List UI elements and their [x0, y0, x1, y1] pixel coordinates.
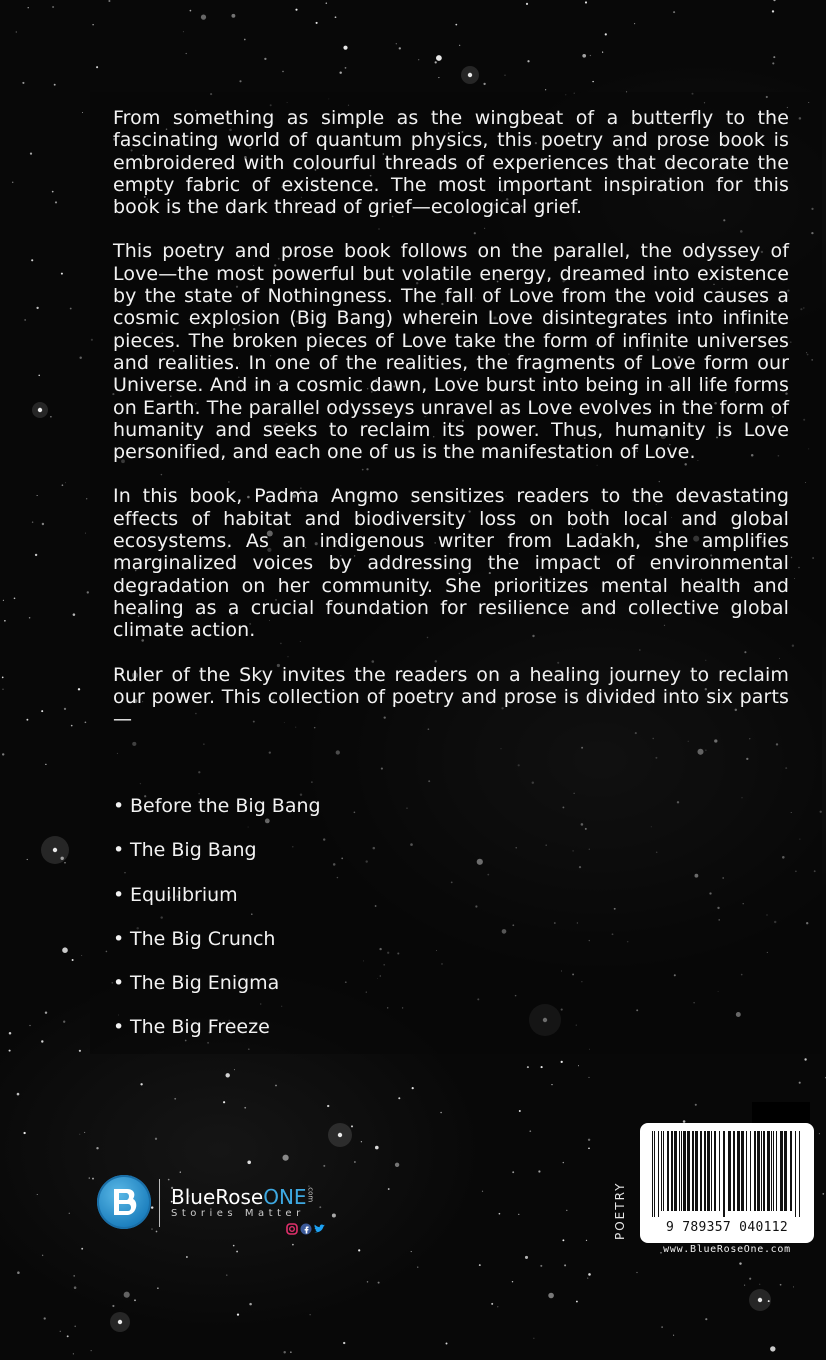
star: [455, 24, 457, 26]
star: [673, 1335, 674, 1336]
star: [67, 1335, 69, 1337]
star: [758, 1298, 762, 1302]
star: [78, 688, 80, 690]
star: [41, 710, 43, 712]
star: [338, 1133, 342, 1137]
star: [234, 1069, 235, 1070]
star: [561, 1061, 563, 1063]
bullet: •: [113, 927, 125, 950]
star: [436, 55, 442, 61]
star: [89, 1177, 90, 1178]
star: [239, 80, 241, 82]
star: [25, 319, 26, 320]
star: [124, 1292, 130, 1298]
star: [29, 617, 31, 619]
barcode-bar: [784, 1131, 787, 1211]
star: [527, 1066, 529, 1068]
barcode-bar: [658, 1131, 659, 1217]
star: [36, 307, 38, 309]
star: [17, 1271, 20, 1274]
star: [96, 66, 98, 68]
star: [326, 2, 327, 3]
publisher-name-main: BlueRose: [171, 1185, 264, 1209]
barcode-bar: [757, 1131, 760, 1211]
star: [316, 22, 318, 24]
star: [479, 1264, 481, 1266]
star: [819, 1133, 820, 1134]
star: [244, 39, 246, 41]
barcode-bar: [746, 1131, 747, 1211]
list-item: [113, 927, 321, 971]
star: [108, 0, 110, 2]
barcode-bar: [674, 1131, 677, 1211]
star: [283, 1351, 285, 1353]
star: [226, 1274, 227, 1275]
barcode-bar: [681, 1131, 682, 1211]
description-paragraph-3: In this book, Padma Angmo sensitizes readers to the devastating effects of habitat and biodiversity loss on both local and global ecosystems. As an indigenous writer from Ladakh, she amplifies marginalized voices by addressing the impact of environmental degradation on her community. She prioritizes mental health and healing as a crucial foundation for resilience and collective global climate action.: [113, 485, 789, 642]
star: [236, 1251, 238, 1253]
star: [576, 1301, 578, 1303]
star: [519, 1110, 521, 1112]
star: [186, 1256, 188, 1258]
star: [81, 1248, 83, 1250]
star: [545, 89, 546, 90]
star: [538, 1170, 540, 1172]
star: [459, 45, 460, 46]
star: [30, 153, 32, 155]
star: [14, 597, 16, 599]
star: [45, 1011, 47, 1013]
barcode-bar: [780, 1131, 783, 1211]
bullet: •: [113, 839, 125, 862]
barcode-bar: [790, 1131, 792, 1211]
star: [505, 75, 506, 76]
barcode-bar: [671, 1131, 673, 1211]
star: [744, 1285, 745, 1286]
star: [112, 1305, 114, 1307]
star: [92, 24, 93, 25]
star: [73, 1275, 75, 1277]
star: [345, 67, 347, 69]
star: [588, 1139, 590, 1141]
star: [42, 523, 44, 525]
star: [55, 201, 57, 203]
star: [358, 1249, 360, 1251]
barcode-bar: [663, 1131, 664, 1211]
barcode-bar: [707, 1131, 710, 1211]
star: [2, 689, 3, 690]
star: [92, 1178, 94, 1180]
star: [4, 620, 6, 622]
star: [411, 1251, 412, 1252]
star: [361, 1141, 362, 1142]
star: [63, 1021, 65, 1023]
star: [73, 1353, 74, 1354]
bullet: •: [113, 883, 125, 906]
star: [587, 1278, 588, 1279]
star: [804, 1058, 806, 1060]
star: [186, 53, 187, 54]
star: [518, 1214, 519, 1215]
star: [822, 1193, 824, 1195]
star: [491, 1303, 493, 1305]
description-paragraph-4: Ruler of the Sky invites the readers on a healing journey to reclaim our power. This collection of poetry and prose is divided into six parts—: [113, 663, 789, 731]
star: [290, 1351, 291, 1352]
barcode-bar: [654, 1131, 655, 1217]
star: [16, 32, 17, 33]
star: [275, 1085, 277, 1087]
description-paragraph-1: From something as simple as the wingbeat of a butterfly to the fascinating world of quantum physics, this poetry and prose book is embroidered with colourful threads of experiences that decorate the empty fabric of existence. The most important inspiration for this book is the dark thread of grief—ecological grief.: [113, 107, 789, 219]
barcode-bar: [767, 1131, 770, 1211]
star: [636, 1272, 637, 1273]
star: [82, 112, 83, 113]
star: [295, 9, 297, 11]
barcode-bar: [761, 1131, 762, 1211]
star: [533, 1338, 534, 1339]
star: [354, 1161, 356, 1163]
barcode-bar: [754, 1131, 756, 1211]
barcode-bar: [737, 1131, 740, 1211]
star: [695, 1104, 697, 1106]
part-title: The Big Crunch: [130, 927, 276, 950]
star: [180, 1171, 181, 1172]
star: [526, 3, 528, 5]
barcode-bar: [652, 1131, 653, 1217]
bullet: •: [113, 972, 125, 995]
star: [339, 71, 341, 73]
logo-divider: [159, 1179, 160, 1227]
star: [388, 1188, 390, 1190]
star: [589, 1077, 590, 1078]
star: [548, 1293, 554, 1299]
star: [3, 600, 4, 601]
star: [38, 408, 42, 412]
star: [225, 1073, 229, 1077]
star: [759, 1284, 760, 1285]
barcode-bar: [763, 1131, 765, 1211]
star: [582, 54, 586, 58]
star: [661, 1326, 662, 1327]
star: [529, 1130, 531, 1132]
star: [85, 721, 87, 723]
star: [54, 84, 56, 86]
star: [79, 1050, 81, 1052]
star: [61, 273, 63, 275]
barcode-bar: [700, 1131, 702, 1211]
star: [96, 1147, 98, 1149]
star: [32, 521, 33, 522]
star: [739, 1262, 741, 1264]
star: [772, 10, 774, 12]
star: [247, 1161, 251, 1165]
star: [62, 484, 64, 486]
star: [605, 33, 607, 35]
star: [73, 613, 76, 616]
star: [223, 1101, 225, 1103]
barcode-bar: [661, 1131, 662, 1211]
star: [310, 1314, 311, 1315]
star: [327, 1105, 329, 1107]
star: [525, 1256, 528, 1259]
star: [375, 1146, 379, 1150]
star: [45, 764, 46, 765]
star: [31, 259, 33, 261]
star: [398, 1097, 400, 1099]
star: [9, 1032, 12, 1035]
publisher-name-suffix: .com: [306, 1185, 315, 1203]
star: [87, 591, 89, 593]
star: [84, 1132, 85, 1133]
star: [60, 1331, 61, 1332]
star: [378, 1282, 380, 1284]
star: [634, 23, 635, 24]
star: [399, 47, 401, 49]
star: [64, 862, 66, 864]
star: [586, 1240, 587, 1241]
star: [155, 1138, 157, 1140]
star: [343, 46, 347, 50]
star: [41, 1040, 43, 1042]
star: [512, 1281, 513, 1282]
instagram-icon: [287, 1224, 297, 1234]
star: [42, 1255, 43, 1256]
publisher-website: www.BlueRoseOne.com: [663, 1244, 791, 1255]
barcode-bar: [771, 1131, 772, 1211]
star: [367, 1281, 368, 1282]
star: [418, 59, 419, 60]
barcode-bar: [773, 1131, 774, 1211]
publisher-logo: [97, 1175, 347, 1235]
barcode-bar: [679, 1131, 680, 1211]
bullet: •: [113, 795, 125, 817]
star: [62, 947, 68, 953]
star: [438, 77, 439, 78]
star: [23, 1132, 25, 1134]
star: [282, 1155, 288, 1161]
star: [157, 1287, 159, 1289]
bullet: •: [113, 1016, 125, 1039]
star: [446, 1343, 448, 1345]
list-item: [113, 1015, 321, 1059]
star: [799, 1082, 801, 1084]
star: [564, 1264, 566, 1266]
part-title: The Big Enigma: [130, 972, 280, 995]
star: [343, 1342, 345, 1344]
star: [772, 62, 774, 64]
star: [562, 1239, 564, 1241]
star: [27, 859, 28, 860]
star: [2, 677, 4, 679]
star: [70, 308, 72, 310]
star: [12, 182, 13, 183]
barcode-bar: [695, 1131, 698, 1211]
barcode-bar: [741, 1131, 744, 1211]
star: [773, 56, 775, 58]
star: [118, 1320, 122, 1324]
star: [37, 495, 38, 496]
star: [81, 955, 82, 956]
star: [244, 1107, 246, 1109]
star: [140, 1083, 142, 1085]
star: [44, 1317, 46, 1319]
star: [26, 719, 28, 721]
publisher-tagline: Stories Matter: [171, 1208, 305, 1219]
b-letter-icon: [97, 1175, 151, 1229]
barcode-bar: [667, 1131, 669, 1211]
barcode-bar: [683, 1131, 686, 1211]
star: [395, 1163, 399, 1167]
star: [53, 848, 57, 852]
barcode-bar: [704, 1131, 706, 1211]
star: [566, 1210, 567, 1211]
publisher-name-accent: ONE: [263, 1185, 307, 1209]
star: [71, 725, 73, 727]
star: [435, 61, 437, 63]
star: [231, 14, 235, 18]
star: [29, 1025, 30, 1026]
star: [292, 1244, 294, 1246]
star: [35, 554, 37, 556]
star: [17, 1093, 20, 1096]
description-paragraph-2: This poetry and prose book follows on the parallel, the odyssey of Love—the most powerful but volatile energy, dreamed into existence by the state of Nothingness. The fall of Love from the void causes a cosmic explosion (Big Bang) wherein Love disintegrates into infinite pieces. The broken pieces of Love take the form of infinite universes and realities. In one of the realities, the fragments of Love form our Universe. And in a cosmic dawn, Love burst into being in all life forms on Earth. The parallel odysseys unravel as Love evolves in the form of humanity and seeks to reclaim its power. Thus, humanity is Love personified, and each one of us is the manifestation of Love.: [113, 240, 789, 464]
list-item: [113, 794, 321, 838]
social-icons: [286, 1223, 328, 1235]
star: [249, 1303, 252, 1306]
star: [190, 10, 192, 12]
star: [482, 1191, 483, 1192]
star: [483, 83, 485, 85]
star: [38, 375, 39, 376]
star: [335, 16, 337, 18]
barcode-bar: [728, 1131, 731, 1211]
star: [72, 959, 74, 961]
barcode-bar: [795, 1131, 796, 1217]
list-item: [113, 883, 321, 927]
barcode-bar: [719, 1131, 720, 1211]
star: [592, 81, 593, 82]
part-title: The Big Freeze: [130, 1016, 270, 1039]
barcode-graphic: [640, 1123, 814, 1223]
star: [588, 1273, 591, 1276]
star: [65, 482, 66, 483]
barcode-bar: [750, 1131, 751, 1211]
publisher-logo-mark: [97, 1175, 151, 1229]
star: [69, 1213, 70, 1214]
isbn-number: 9 789357 040112: [666, 1220, 788, 1235]
star: [52, 191, 54, 193]
star: [588, 1147, 590, 1149]
star: [50, 416, 52, 418]
star: [22, 82, 24, 84]
barcode-bar: [723, 1131, 725, 1217]
star: [134, 1299, 136, 1301]
star: [780, 1284, 782, 1286]
star: [468, 73, 472, 77]
star: [541, 1066, 543, 1068]
star: [497, 1306, 498, 1307]
barcode-bar: [692, 1131, 694, 1211]
star: [79, 1134, 80, 1135]
star: [323, 1165, 325, 1167]
star: [64, 708, 66, 710]
list-item: [113, 971, 321, 1015]
star: [74, 1326, 76, 1328]
publisher-name: [171, 1185, 315, 1209]
star: [91, 1350, 92, 1351]
star: [79, 357, 81, 359]
star: [578, 1065, 579, 1066]
star: [585, 1, 587, 3]
barcode-bar: [714, 1131, 716, 1211]
star: [396, 43, 397, 44]
star: [201, 14, 206, 19]
star: [174, 1098, 176, 1100]
star: [440, 1112, 442, 1114]
star: [673, 11, 675, 13]
barcode-bar: [733, 1131, 735, 1211]
star: [749, 1278, 751, 1280]
part-title: Equilibrium: [130, 883, 238, 906]
star: [499, 1213, 501, 1215]
barcode-bar: [711, 1131, 712, 1211]
star: [74, 1286, 77, 1289]
facebook-icon: [301, 1224, 312, 1235]
part-title: The Big Bang: [130, 839, 257, 862]
list-item: [113, 838, 321, 882]
barcode-bar: [776, 1131, 777, 1211]
star: [237, 1313, 239, 1315]
star: [417, 1267, 418, 1268]
star: [563, 1162, 564, 1163]
star: [602, 52, 603, 53]
parts-list: [113, 794, 321, 1060]
star: [52, 6, 54, 8]
star: [37, 1194, 38, 1195]
star: [540, 1265, 542, 1267]
star: [183, 31, 184, 32]
barcode-bar: [799, 1131, 800, 1217]
star: [9, 1050, 11, 1052]
star: [770, 1346, 775, 1351]
star: [412, 1087, 414, 1089]
twitter-icon: [314, 1224, 325, 1232]
star: [264, 58, 266, 60]
star: [590, 55, 591, 56]
star: [85, 533, 86, 534]
star: [351, 1125, 353, 1127]
star: [793, 1286, 794, 1287]
star: [773, 0, 775, 1]
isbn-barcode: [640, 1123, 814, 1243]
star: [705, 1318, 707, 1320]
star: [86, 498, 87, 499]
book-description: [113, 107, 789, 752]
star: [551, 1084, 552, 1085]
star: [282, 71, 283, 72]
star: [28, 7, 29, 8]
part-title: Before the Big Bang: [130, 795, 321, 817]
star: [233, 1245, 235, 1247]
star: [512, 1171, 514, 1173]
barcode-bar: [687, 1131, 690, 1211]
star: [527, 60, 529, 62]
star: [2, 753, 4, 755]
genre-label: POETRY: [613, 1181, 627, 1240]
